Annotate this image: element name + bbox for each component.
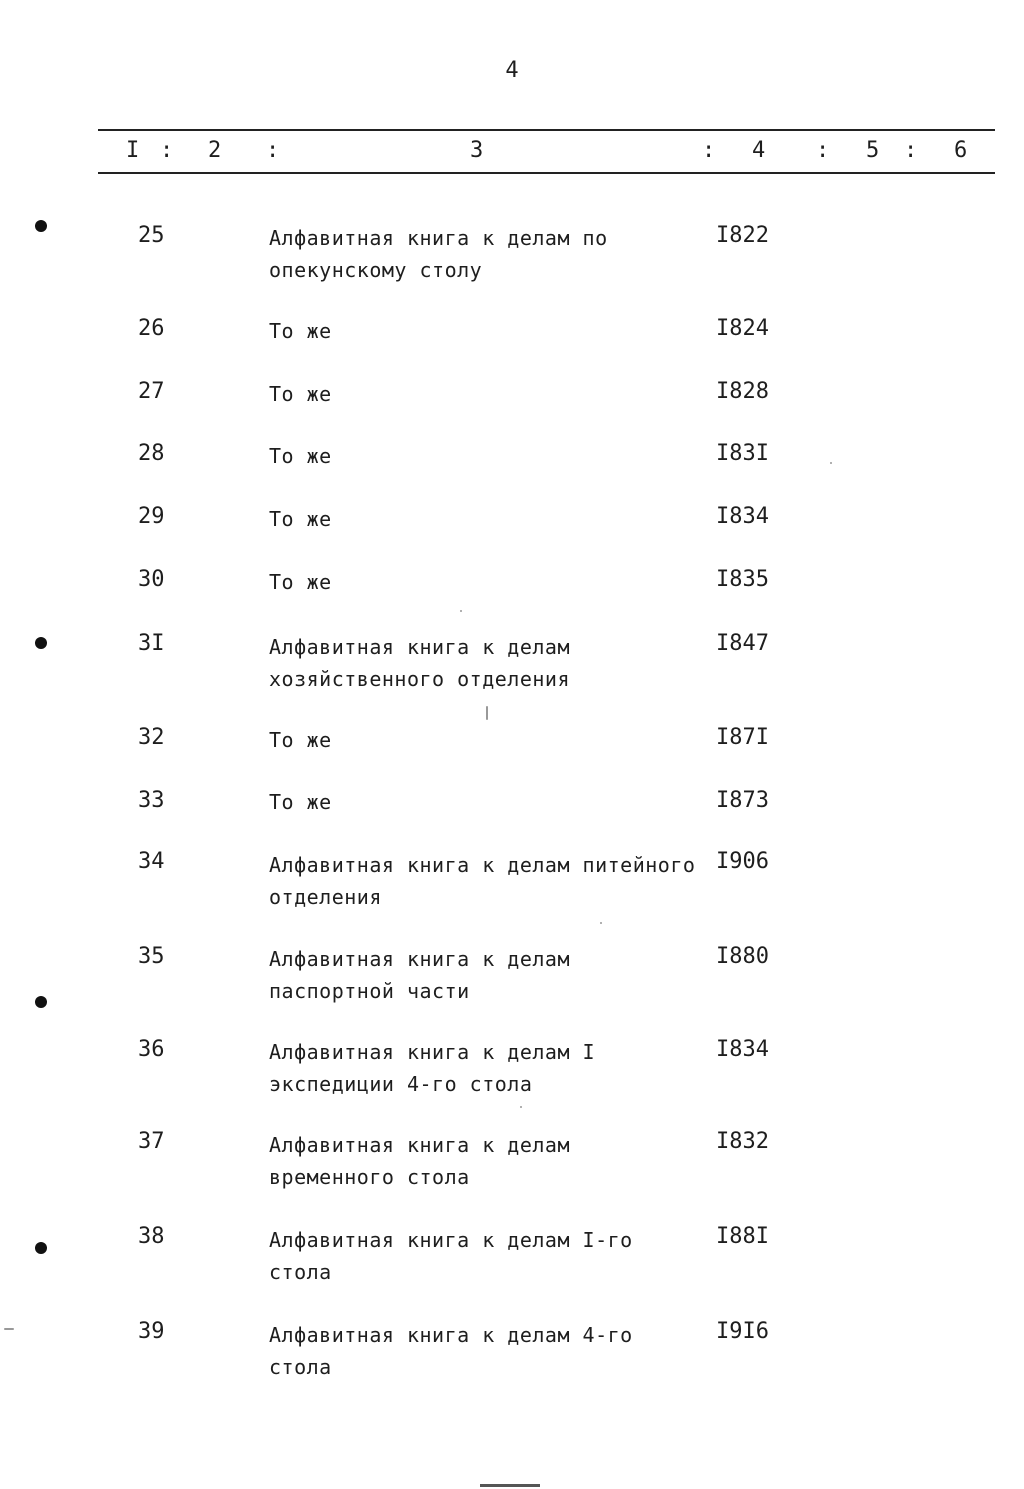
row-year: I88I	[716, 1224, 769, 1249]
column-separator: :	[904, 138, 918, 163]
row-year: I87I	[716, 725, 769, 750]
row-year: I9I6	[716, 1319, 769, 1344]
punch-hole	[35, 996, 47, 1008]
punch-hole	[35, 637, 47, 649]
row-title: Алфавитная книга к делам хозяйственного отделения	[269, 635, 570, 691]
row-title: Алфавитная книга к делам питейного отделения	[269, 853, 696, 909]
column-header-1: I	[126, 138, 140, 163]
row-title: Алфавитная книга к делам временного стола	[269, 1133, 570, 1189]
row-title: Алфавитная книга к делам по опекунскому столу	[269, 226, 608, 282]
row-number: 38	[138, 1224, 165, 1249]
row-number: 35	[138, 944, 165, 969]
row-title: То же	[269, 319, 332, 343]
row-title: То же	[269, 570, 332, 594]
row-year: I835	[716, 567, 769, 592]
row-year: I824	[716, 316, 769, 341]
row-year: I828	[716, 379, 769, 404]
row-year: I83I	[716, 441, 769, 466]
row-number: 33	[138, 788, 165, 813]
punch-hole	[35, 220, 47, 232]
row-title: То же	[269, 444, 332, 468]
row-number: 3I	[138, 631, 165, 656]
column-header-3: 3	[470, 138, 484, 163]
scan-speck	[600, 922, 602, 924]
row-year: I834	[716, 504, 769, 529]
row-year: I832	[716, 1129, 769, 1154]
row-year: I847	[716, 631, 769, 656]
row-title: Алфавитная книга к делам I-го стола	[269, 1228, 633, 1284]
row-year: I880	[716, 944, 769, 969]
column-separator: :	[816, 138, 830, 163]
row-title: Алфавитная книга к делам паспортной части	[269, 947, 570, 1003]
scan-speck	[4, 1328, 14, 1330]
scan-speck	[830, 462, 832, 464]
page-number: 4	[505, 58, 519, 83]
header-top-rule	[98, 129, 995, 131]
row-number: 30	[138, 567, 165, 592]
column-header-2: 2	[208, 138, 222, 163]
scan-speck	[520, 1106, 522, 1108]
scan-edge-mark	[480, 1484, 540, 1487]
column-header-6: 6	[954, 138, 968, 163]
scan-speck	[460, 610, 462, 612]
row-title: То же	[269, 382, 332, 406]
row-number: 29	[138, 504, 165, 529]
row-number: 25	[138, 223, 165, 248]
row-number: 32	[138, 725, 165, 750]
column-separator: :	[160, 138, 174, 163]
row-year: I873	[716, 788, 769, 813]
punch-hole	[35, 1242, 47, 1254]
column-separator: :	[702, 138, 716, 163]
row-title: Алфавитная книга к делам I экспедиции 4-го стола	[269, 1040, 596, 1096]
column-header-4: 4	[752, 138, 766, 163]
row-title: То же	[269, 790, 332, 814]
column-separator: :	[266, 138, 280, 163]
row-number: 39	[138, 1319, 165, 1344]
row-number: 27	[138, 379, 165, 404]
row-year: I822	[716, 223, 769, 248]
row-number: 34	[138, 849, 165, 874]
row-year: I834	[716, 1037, 769, 1062]
row-number: 28	[138, 441, 165, 466]
row-number: 37	[138, 1129, 165, 1154]
row-title: То же	[269, 728, 332, 752]
row-title: То же	[269, 507, 332, 531]
row-title: Алфавитная книга к делам 4-го стола	[269, 1323, 633, 1379]
row-number: 26	[138, 316, 165, 341]
row-year: I906	[716, 849, 769, 874]
header-bottom-rule	[98, 172, 995, 174]
scan-speck	[486, 706, 488, 720]
column-header-5: 5	[866, 138, 880, 163]
row-number: 36	[138, 1037, 165, 1062]
